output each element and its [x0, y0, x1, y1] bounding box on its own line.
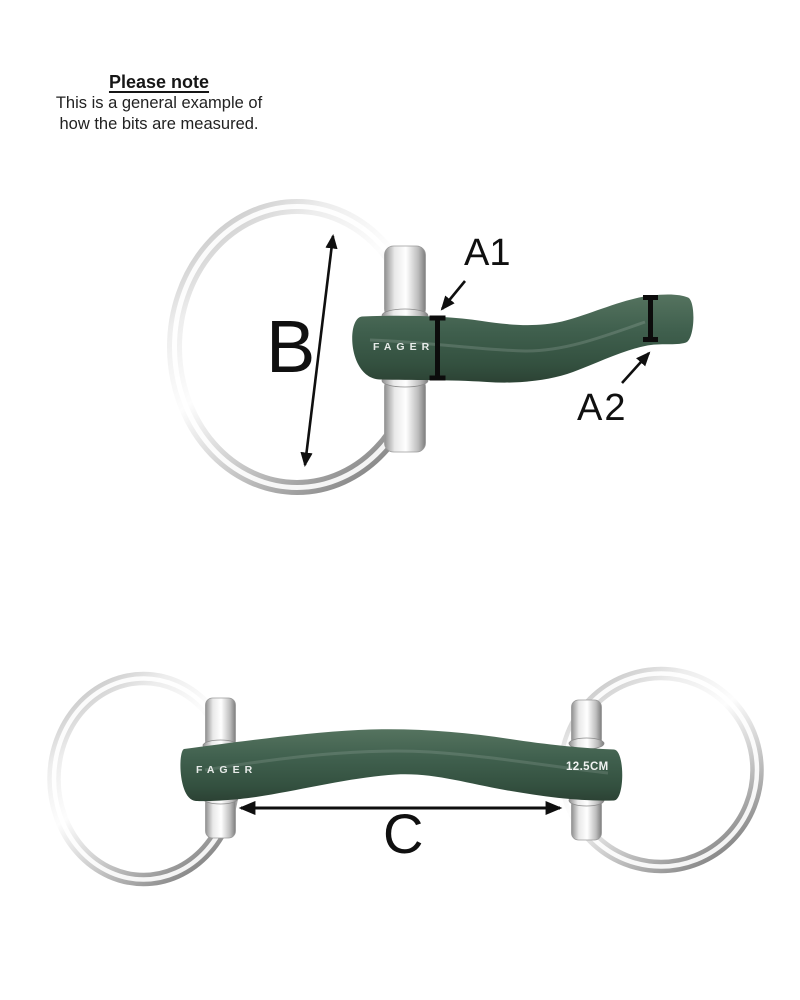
note-body-line1: This is a general example of	[55, 94, 263, 112]
note-body-line2: how the bits are measured.	[59, 115, 259, 133]
brand-text-bottom-bit: FAGER	[196, 764, 258, 776]
top-bit-lower-barrel	[385, 378, 426, 452]
note-block	[18, 72, 300, 135]
thickness-label-a1: A1	[464, 232, 511, 274]
a1-pointer-arrow	[442, 281, 465, 309]
note-title: Please note	[108, 72, 210, 92]
brand-text-top-bit: FAGER	[373, 341, 435, 353]
length-label-c: C	[383, 802, 424, 865]
top-bit-upper-barrel	[385, 246, 426, 318]
a2-pointer-arrow	[622, 353, 649, 383]
mouthpiece-size-label: 12.5CM	[566, 761, 609, 773]
ring-size-label-b: B	[266, 305, 316, 388]
thickness-label-a2: A2	[577, 387, 628, 429]
